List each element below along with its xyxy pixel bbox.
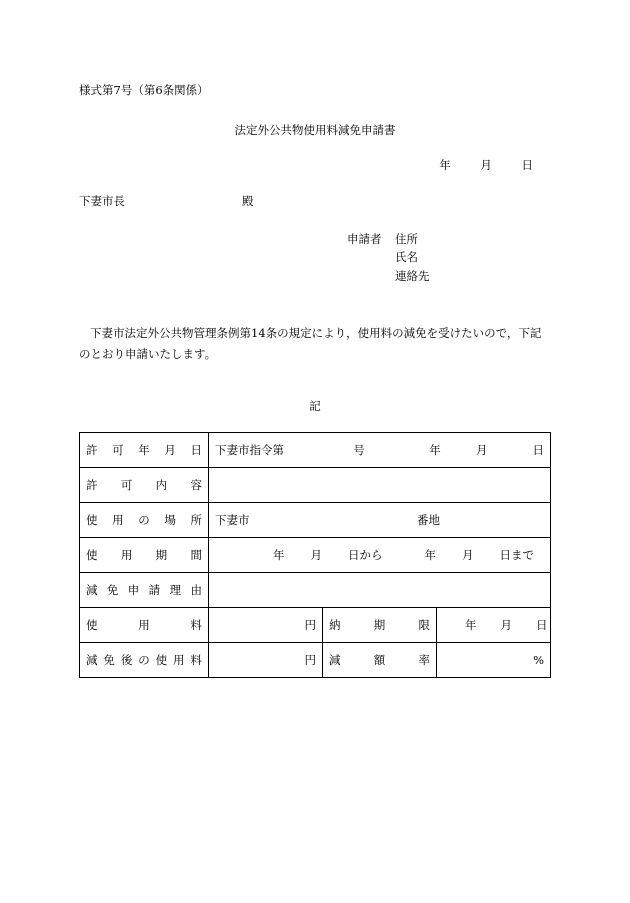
label-char: 限 [418, 618, 430, 632]
label-permit-content [80, 468, 209, 503]
permit-prefix: 下妻市指令第 [215, 443, 284, 457]
form-number: 様式第7号（第6条関係） [79, 83, 209, 97]
row-fee [80, 608, 551, 643]
label-char: 申 [127, 583, 140, 597]
label-reason [80, 573, 209, 608]
value-fee[interactable]: 円 [209, 608, 323, 643]
period-to-month: 月 [462, 548, 474, 562]
label-reduction-rate [323, 643, 437, 678]
date-year: 年 [439, 158, 451, 172]
deadline-year: 年 [465, 618, 477, 632]
permit-month: 月 [476, 443, 488, 457]
label-char: 期 [155, 548, 168, 562]
label-char: 使 [86, 548, 98, 562]
row-reason [80, 573, 551, 608]
label-char: 由 [190, 583, 202, 597]
label-char: 理 [169, 583, 182, 597]
value-permit-content[interactable] [209, 468, 551, 503]
applicant-name-label: 氏名 [395, 250, 418, 264]
label-reduced-fee [80, 643, 209, 678]
label-deadline [323, 608, 437, 643]
value-reduction-rate[interactable]: % [437, 643, 551, 678]
permit-number-suffix: 号 [353, 443, 365, 457]
application-table [79, 432, 551, 678]
label-char: 期 [373, 618, 386, 632]
label-char: 用 [173, 653, 185, 667]
document-title: 法定外公共物使用料減免申請書 [234, 123, 396, 137]
deadline-day: 日 [536, 618, 548, 632]
period-to-day: 日まで [499, 548, 534, 562]
place-banchi: 番地 [417, 513, 440, 527]
label-char: 許 [86, 443, 98, 457]
label-char: 場 [164, 513, 176, 527]
label-permit-date [80, 433, 209, 468]
label-period [80, 538, 209, 573]
addressee-honorific: 殿 [242, 194, 254, 208]
value-deadline[interactable] [437, 608, 551, 643]
label-char: 年 [138, 443, 150, 457]
label-char: 額 [373, 653, 386, 667]
period-from-month: 月 [310, 548, 322, 562]
label-char: 間 [190, 548, 202, 562]
value-permit-date[interactable] [209, 433, 551, 468]
row-reduced-fee [80, 643, 551, 678]
application-date [413, 157, 533, 173]
date-day: 日 [521, 158, 533, 172]
label-char: 免 [103, 653, 115, 667]
label-char: 所 [190, 513, 202, 527]
row-period [80, 538, 551, 573]
deadline-month: 月 [500, 618, 512, 632]
period-from-year: 年 [273, 548, 285, 562]
label-char: 内 [155, 478, 168, 492]
applicant-contact-label: 連絡先 [395, 269, 430, 283]
label-char: 月 [164, 443, 176, 457]
applicant-address-label: 住所 [395, 232, 418, 246]
label-char: 減 [329, 653, 341, 667]
label-char: 減 [86, 583, 98, 597]
row-place [80, 503, 551, 538]
value-reason[interactable] [209, 573, 551, 608]
label-char: 率 [418, 653, 430, 667]
permit-day: 日 [532, 443, 544, 457]
applicant-label: 申請者 [347, 232, 382, 246]
value-reduced-fee[interactable]: 円 [209, 643, 323, 678]
label-char: 容 [190, 478, 202, 492]
label-char: 減 [86, 653, 98, 667]
label-char: 使 [155, 653, 168, 667]
label-char: 免 [106, 583, 119, 597]
row-permit-content [80, 468, 551, 503]
label-char: 使 [86, 513, 98, 527]
label-char: 用 [112, 513, 124, 527]
label-char: 許 [86, 478, 98, 492]
date-month: 月 [480, 158, 492, 172]
period-from-day: 日から [348, 548, 383, 562]
label-fee [80, 608, 209, 643]
label-char: 料 [190, 653, 202, 667]
label-char: 納 [329, 618, 341, 632]
label-char: 可 [112, 443, 124, 457]
place-city: 下妻市 [215, 513, 250, 527]
label-char: 後 [120, 653, 133, 667]
value-period[interactable] [209, 538, 551, 573]
label-char: 使 [86, 618, 98, 632]
label-place [80, 503, 209, 538]
request-statement: 下妻市法定外公共物管理条例第14条の規定により，使用料の減免を受けたいので，下記のとおり申請いたします。 [79, 326, 542, 361]
label-char: 用 [120, 548, 133, 562]
label-char: 料 [190, 618, 202, 632]
period-to-year: 年 [424, 548, 436, 562]
value-place[interactable] [209, 503, 551, 538]
ki-heading: 記 [309, 399, 321, 413]
label-char: 可 [120, 478, 133, 492]
permit-year: 年 [429, 443, 441, 457]
label-char: の [138, 513, 150, 527]
row-permit-date [80, 433, 551, 468]
label-char: 日 [190, 443, 202, 457]
addressee-name: 下妻市長 [79, 194, 125, 208]
label-char: 請 [148, 583, 161, 597]
label-char: 用 [138, 618, 150, 632]
label-char: の [138, 653, 150, 667]
